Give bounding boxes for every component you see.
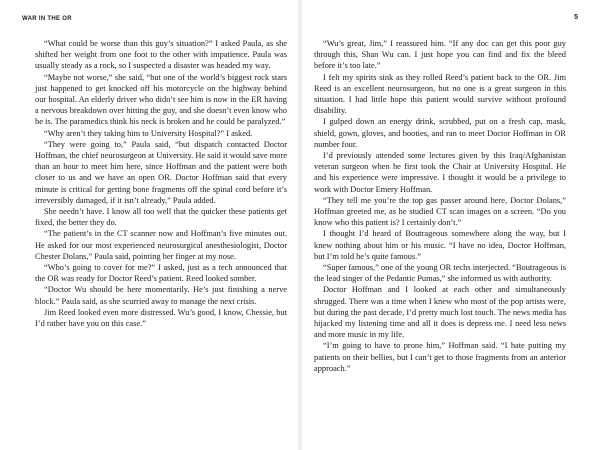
paragraph: “What could be worse than this guy’s situation?” I asked Paula, as she shifted her weight from one foot to the other with impatience. Paula was usually steady as a rock, so I suspected a disaster was headed my way. bbox=[35, 39, 287, 71]
paragraph: I thought I’d heard of Boutrageous somewhere along the way, but I knew nothing about him or his music. “I have no idea, Doctor Hoffman, but I’m told he’s quite famous.” bbox=[314, 229, 566, 261]
paragraph: “Maybe not worse,” she said, “but one of the world’s biggest rock stars just happened to get knocked off his motorcycle on the highway behind our hospital. An elderly driver who didn’t see him is now in the ER having a nervous breakdown over hitting the guy, and she doesn’t even know who he is. The paramedics think his neck is broken and he could be paralyzed.” bbox=[35, 72, 287, 127]
paragraph: Jim Reed looked even more distressed. Wu’s good, I know, Chessie, but I’d rather have you on this case.” bbox=[35, 307, 287, 329]
paragraph: I gulped down an energy drink, scrubbed, put on a fresh cap, mask, shield, gown, gloves, and booties, and ran to meet Doctor Hoffman in OR number four. bbox=[314, 117, 566, 149]
page-number: 5 bbox=[574, 14, 578, 21]
paragraph: “Doctor Wu should be here momentarily. He’s just finishing a nerve block.” Paula said, as she scurried away to manage the next crisis. bbox=[35, 285, 287, 306]
right-body-text bbox=[314, 38, 566, 374]
paragraph: Doctor Hoffman and I looked at each other and simultaneously shrugged. There was a time when I knew who most of the pop artists were, but during the past decade, I’d pretty much lost touch. The news media has hijacked my listening time and all it does is depress me. I need less news and more music in my life. bbox=[314, 285, 566, 340]
paragraph: “They tell me you’re the top gas passer around here, Doctor Dolans,” Hoffman greeted me, as he studied CT scan images on a screen. “Do you know who this patient is? I certainly don’t.” bbox=[314, 195, 566, 228]
paragraph: “They were going to,” Paula said, “but dispatch contacted Doctor Hoffman, the chief neurosurgeon at University. He said it would save more than an hour to meet him here, since Hoffman and the patient were both closer to us and we have an open OR. Doctor Hoffman said that every minute is critical for getting bone fragments off the spinal cord before it’s irreversibly damaged, if it isn’t already,” Paula added. bbox=[35, 139, 287, 205]
right-page bbox=[300, 0, 600, 450]
paragraph: “Wu’s great, Jim,” I reassured him. “If any doc can get this poor guy through this, Shan Wu can. I just hope you can find and fix the bleed before it’s too late.” bbox=[314, 39, 566, 71]
paragraph: “Who’s going to cover for me?” I asked, just as a tech announced that the OR was ready for Doctor Reed’s patient. Reed looked somber. bbox=[35, 263, 287, 284]
left-body-text bbox=[35, 38, 287, 329]
paragraph: She needn’t have. I know all too well that the quicker these patients get fixed, the better they do. bbox=[35, 207, 287, 228]
paragraph: “I’m going to have to prone him,” Hoffman said. “I hate putting my patients on their bellies, but I can’t get to those fragments from an anterior approach.” bbox=[314, 341, 566, 373]
paragraph: “The patient’s in the CT scanner now and Hoffman’s five minutes out. He asked for our most experienced neurosurgical anesthesiologist, Doctor Chester Dolans,” Paula said, pointing her finger at my nose. bbox=[35, 229, 287, 261]
paragraph: I’d previously attended some lectures given by this Iraq/Afghanistan veteran surgeon when he first took the Chair at University Hospital. He and his experience were impressive. I thought it would be a privilege to work with Doctor Emery Hoffman. bbox=[314, 151, 566, 194]
paragraph: “Why aren’t they taking him to University Hospital?” I asked. bbox=[44, 128, 253, 138]
running-head: WAR IN THE OR bbox=[22, 16, 72, 22]
paragraph: “Super famous,” one of the young OR techs interjected. “Boutrageous is the lead singer of the Pedantic Pumas,” she informed us with authority. bbox=[314, 263, 566, 284]
paragraph: I felt my spirits sink as they rolled Reed’s patient back to the OR. Jim Reed is an excellent neurosurgeon, but no one is a great surgeon in this situation. I had little hope this patient would survive without profound disability. bbox=[314, 72, 566, 116]
